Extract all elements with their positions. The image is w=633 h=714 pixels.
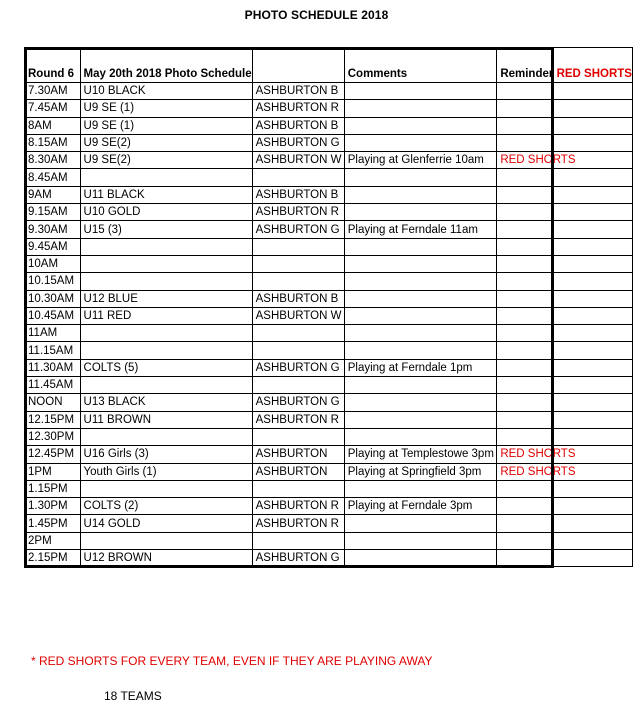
team-cell: COLTS (2) [80, 498, 252, 515]
reminder-cell: RED SHORTS [497, 446, 633, 463]
header-reminder-label: Reminder [500, 68, 554, 80]
time-cell: 9.15AM [25, 204, 81, 221]
time-cell: 7.30AM [25, 83, 81, 100]
club-cell: ASHBURTON W [252, 307, 344, 324]
team-cell: U15 (3) [80, 221, 252, 238]
club-cell: ASHBURTON B [252, 117, 344, 134]
club-cell: ASHBURTON G [252, 221, 344, 238]
club-cell: ASHBURTON R [252, 515, 344, 532]
time-cell: 10AM [25, 255, 81, 272]
team-cell: U9 SE(2) [80, 152, 252, 169]
time-cell: 1.30PM [25, 498, 81, 515]
club-cell: ASHBURTON G [252, 134, 344, 151]
comment-cell: Playing at Glenferrie 10am [344, 152, 497, 169]
time-cell: 10.45AM [25, 307, 81, 324]
team-cell: U9 SE (1) [80, 117, 252, 134]
team-cell: COLTS (5) [80, 359, 252, 376]
club-cell: ASHBURTON R [252, 204, 344, 221]
time-cell: 2PM [25, 532, 81, 549]
club-cell: ASHBURTON B [252, 186, 344, 203]
time-cell: 1PM [25, 463, 81, 480]
team-cell: U11 BROWN [80, 411, 252, 428]
team-cell: U13 BLACK [80, 394, 252, 411]
time-cell: 8AM [25, 117, 81, 134]
team-cell: U12 BROWN [80, 550, 252, 567]
time-cell: 11.15AM [25, 342, 81, 359]
time-cell: 9.45AM [25, 238, 81, 255]
club-cell: ASHBURTON R [252, 411, 344, 428]
comment-cell: Playing at Ferndale 3pm [344, 498, 497, 515]
club-cell: ASHBURTON G [252, 394, 344, 411]
club-cell: ASHBURTON [252, 446, 344, 463]
reminder-cell: RED SHORTS [497, 152, 633, 169]
team-cell: Youth Girls (1) [80, 463, 252, 480]
time-cell: 9AM [25, 186, 81, 203]
time-cell: 1.15PM [25, 480, 81, 497]
time-cell: 2.15PM [25, 550, 81, 567]
comment-cell: Playing at Ferndale 11am [344, 221, 497, 238]
club-cell: ASHBURTON R [252, 100, 344, 117]
time-cell: 11.45AM [25, 377, 81, 394]
time-cell: 11.30AM [25, 359, 81, 376]
team-cell: U9 SE (1) [80, 100, 252, 117]
team-cell: U10 GOLD [80, 204, 252, 221]
time-cell: 9.30AM [25, 221, 81, 238]
team-cell: U10 BLACK [80, 83, 252, 100]
team-cell: U11 RED [80, 307, 252, 324]
team-cell: U12 BLUE [80, 290, 252, 307]
table-outer-border [24, 47, 554, 568]
comment-cell: Playing at Templestowe 3pm [344, 446, 497, 463]
team-cell: U16 Girls (3) [80, 446, 252, 463]
club-cell: ASHBURTON G [252, 550, 344, 567]
club-cell: ASHBURTON G [252, 359, 344, 376]
time-cell: 7.45AM [25, 100, 81, 117]
time-cell: 8.30AM [25, 152, 81, 169]
time-cell: 1.45PM [25, 515, 81, 532]
comment-cell: Playing at Ferndale 1pm [344, 359, 497, 376]
time-cell: 10.30AM [25, 290, 81, 307]
red-shorts-note: * RED SHORTS FOR EVERY TEAM, EVEN IF THEY ARE PLAYING AWAY [31, 654, 433, 668]
teams-count: 18 TEAMS [104, 689, 162, 703]
header-comments: Comments [344, 48, 497, 83]
time-cell: 8.15AM [25, 134, 81, 151]
time-cell: 12.30PM [25, 428, 81, 445]
reminder-cell: RED SHORTS [497, 463, 633, 480]
header-round: Round 6 [25, 48, 81, 83]
page-title: PHOTO SCHEDULE 2018 [244, 8, 389, 22]
team-cell: U11 BLACK [80, 186, 252, 203]
team-cell: U9 SE(2) [80, 134, 252, 151]
time-cell: 12.45PM [25, 446, 81, 463]
club-cell: ASHBURTON W [252, 152, 344, 169]
comment-cell: Playing at Springfield 3pm [344, 463, 497, 480]
time-cell: NOON [25, 394, 81, 411]
header-reminder-red: RED SHORTS [556, 68, 632, 80]
club-cell: ASHBURTON [252, 463, 344, 480]
club-cell: ASHBURTON B [252, 290, 344, 307]
time-cell: 11AM [25, 325, 81, 342]
club-cell: ASHBURTON R [252, 498, 344, 515]
time-cell: 8.45AM [25, 169, 81, 186]
time-cell: 10.15AM [25, 273, 81, 290]
time-cell: 12.15PM [25, 411, 81, 428]
team-cell: U14 GOLD [80, 515, 252, 532]
header-schedule: May 20th 2018 Photo Schedule [80, 48, 252, 83]
club-cell: ASHBURTON B [252, 83, 344, 100]
